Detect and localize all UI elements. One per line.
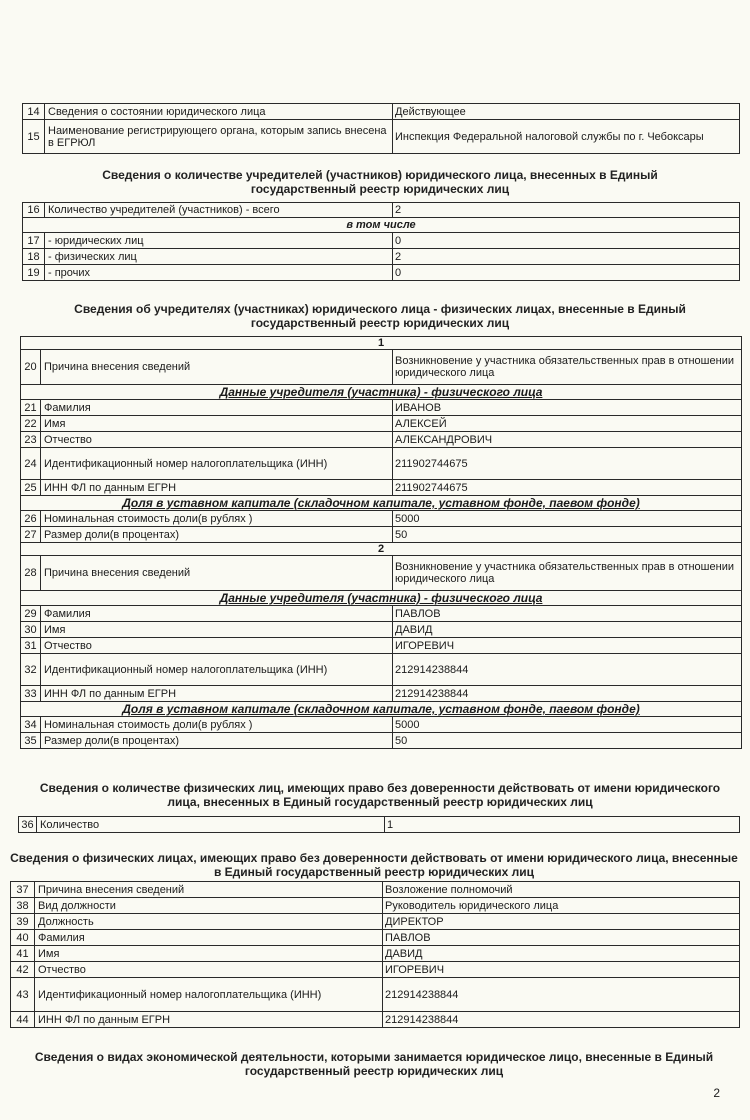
table-row: [21, 654, 742, 686]
row-value: АЛЕКСАНДРОВИЧ: [393, 432, 742, 448]
table-row: [21, 717, 742, 733]
table-row: [21, 702, 742, 717]
row-label: Размер доли(в процентах): [41, 527, 393, 543]
row-value: 211902744675: [393, 480, 742, 496]
table-row: [23, 218, 740, 233]
row-value: Возникновение у участника обязательственных прав в отношении юридического лица: [393, 556, 742, 591]
row-number: 18: [23, 249, 45, 265]
table-row: [21, 622, 742, 638]
table-row: [21, 400, 742, 416]
table-row: [21, 337, 742, 350]
row-label: Фамилия: [41, 606, 393, 622]
table-row: [21, 496, 742, 511]
row-value: 1: [385, 817, 740, 833]
table-row: [23, 233, 740, 249]
founders-heading: Сведения об учредителях (участниках) юридического лица - физических лицах, внесенные в Единый государственный реестр юридических лиц: [74, 302, 686, 330]
row-number: 22: [21, 416, 41, 432]
row-label: Количество: [37, 817, 385, 833]
table-row: [23, 249, 740, 265]
row-value: АЛЕКСЕЙ: [393, 416, 742, 432]
row-number: 41: [11, 946, 35, 962]
row-value: ДАВИД: [393, 622, 742, 638]
row-number: 16: [23, 203, 45, 218]
table-row: [21, 527, 742, 543]
row-label: ИНН ФЛ по данным ЕГРН: [41, 686, 393, 702]
founder-index: 2: [21, 543, 742, 556]
table-row: [21, 432, 742, 448]
row-number: 27: [21, 527, 41, 543]
row-number: 38: [11, 898, 35, 914]
row-number: 15: [23, 120, 45, 154]
row-number: 43: [11, 978, 35, 1012]
row-number: 25: [21, 480, 41, 496]
row-label: Фамилия: [41, 400, 393, 416]
row-label: ИНН ФЛ по данным ЕГРН: [41, 480, 393, 496]
row-number: 36: [19, 817, 37, 833]
row-value: ДИРЕКТОР: [383, 914, 740, 930]
row-label: Номинальная стоимость доли(в рублях ): [41, 511, 393, 527]
page-number: 2: [713, 1086, 720, 1100]
row-number: 30: [21, 622, 41, 638]
persons-count-heading: Сведения о количестве физических лиц, имеющих право без доверенности действовать от имени юридического лица, внесенных в Единый государственный реестр юридических лиц: [39, 781, 721, 809]
table-row: [11, 946, 740, 962]
share-heading: Доля в уставном капитале (складочном капитале, уставном фонде, паевом фонде): [21, 496, 742, 511]
row-number: 39: [11, 914, 35, 930]
founder-data-heading: Данные учредителя (участника) - физического лица: [21, 385, 742, 400]
table-row: [21, 591, 742, 606]
row-value: 50: [393, 527, 742, 543]
row-value: Действующее: [393, 104, 740, 120]
row-label: Причина внесения сведений: [41, 350, 393, 385]
row-value: ПАВЛОВ: [393, 606, 742, 622]
table-row: [11, 882, 740, 898]
persons-count-table: [18, 816, 740, 833]
row-number: 31: [21, 638, 41, 654]
row-number: 24: [21, 448, 41, 480]
row-label: - юридических лиц: [45, 233, 393, 249]
row-value: ИВАНОВ: [393, 400, 742, 416]
table-row: [11, 962, 740, 978]
row-number: 14: [23, 104, 45, 120]
row-label: - физических лиц: [45, 249, 393, 265]
row-number: 21: [21, 400, 41, 416]
persons-heading: Сведения о физических лицах, имеющих право без доверенности действовать от имени юридического лица, внесенные в Единый государственный реестр юридических лиц: [10, 851, 738, 879]
row-value: 50: [393, 733, 742, 749]
founder-data-heading: Данные учредителя (участника) - физического лица: [21, 591, 742, 606]
row-number: 37: [11, 882, 35, 898]
table-row: [21, 511, 742, 527]
row-value: Возложение полномочий: [383, 882, 740, 898]
row-label: Наименование регистрирующего органа, которым запись внесена в ЕГРЮЛ: [45, 120, 393, 154]
table-row: [11, 914, 740, 930]
table-row: [21, 606, 742, 622]
table-row: [11, 978, 740, 1012]
row-value: 5000: [393, 511, 742, 527]
row-value: ДАВИД: [383, 946, 740, 962]
row-label: Идентификационный номер налогоплательщика (ИНН): [35, 978, 383, 1012]
row-number: 42: [11, 962, 35, 978]
row-label: Причина внесения сведений: [35, 882, 383, 898]
row-number: 19: [23, 265, 45, 281]
row-value: 211902744675: [393, 448, 742, 480]
row-label: ИНН ФЛ по данным ЕГРН: [35, 1012, 383, 1028]
row-value: Возникновение у участника обязательственных прав в отношении юридического лица: [393, 350, 742, 385]
persons-table: [10, 881, 740, 1028]
table-row: [21, 416, 742, 432]
row-number: 34: [21, 717, 41, 733]
row-label: Идентификационный номер налогоплательщика (ИНН): [41, 654, 393, 686]
row-number: 40: [11, 930, 35, 946]
row-number: 33: [21, 686, 41, 702]
table-row: [21, 350, 742, 385]
row-value: 0: [393, 233, 740, 249]
row-value: Руководитель юридического лица: [383, 898, 740, 914]
row-label: Идентификационный номер налогоплательщика (ИНН): [41, 448, 393, 480]
row-label: Имя: [41, 416, 393, 432]
row-value: 212914238844: [383, 1012, 740, 1028]
share-heading: Доля в уставном капитале (складочном капитале, уставном фонде, паевом фонде): [21, 702, 742, 717]
row-value: ПАВЛОВ: [383, 930, 740, 946]
row-number: 28: [21, 556, 41, 591]
status-table: [22, 103, 740, 154]
table-row: [11, 898, 740, 914]
table-row: [11, 930, 740, 946]
row-label: Отчество: [35, 962, 383, 978]
table-row: [21, 480, 742, 496]
row-label: Номинальная стоимость доли(в рублях ): [41, 717, 393, 733]
table-row: [21, 556, 742, 591]
row-value: 0: [393, 265, 740, 281]
row-label: Размер доли(в процентах): [41, 733, 393, 749]
table-row: [11, 1012, 740, 1028]
row-label: Должность: [35, 914, 383, 930]
row-number: 17: [23, 233, 45, 249]
table-row: [19, 817, 740, 833]
row-number: 44: [11, 1012, 35, 1028]
row-label: Имя: [41, 622, 393, 638]
row-number: 35: [21, 733, 41, 749]
row-label: Причина внесения сведений: [41, 556, 393, 591]
row-number: 29: [21, 606, 41, 622]
table-row: [21, 686, 742, 702]
founder-index: 1: [21, 337, 742, 350]
row-number: 23: [21, 432, 41, 448]
founders-count-table: [22, 202, 740, 281]
including-label: в том числе: [23, 218, 740, 233]
activity-heading: Сведения о видах экономической деятельности, которыми занимается юридическое лицо, внесенные в Единый государственный реестр юридических лиц: [34, 1050, 714, 1078]
row-value: 2: [393, 203, 740, 218]
row-value: 212914238844: [393, 654, 742, 686]
table-row: [21, 638, 742, 654]
row-value: 212914238844: [393, 686, 742, 702]
table-row: [21, 543, 742, 556]
row-label: Сведения о состоянии юридического лица: [45, 104, 393, 120]
row-value: 212914238844: [383, 978, 740, 1012]
table-row: [23, 120, 740, 154]
row-label: Вид должности: [35, 898, 383, 914]
row-value: Инспекция Федеральной налоговой службы по г. Чебоксары: [393, 120, 740, 154]
row-label: Имя: [35, 946, 383, 962]
row-label: Фамилия: [35, 930, 383, 946]
table-row: [23, 104, 740, 120]
row-label: Отчество: [41, 432, 393, 448]
table-row: [23, 265, 740, 281]
row-value: ИГОРЕВИЧ: [383, 962, 740, 978]
table-row: [21, 385, 742, 400]
table-row: [21, 733, 742, 749]
row-label: Отчество: [41, 638, 393, 654]
row-number: 26: [21, 511, 41, 527]
row-label: Количество учредителей (участников) - всего: [45, 203, 393, 218]
row-value: ИГОРЕВИЧ: [393, 638, 742, 654]
row-value: 2: [393, 249, 740, 265]
table-row: [21, 448, 742, 480]
row-number: 20: [21, 350, 41, 385]
table-row: [23, 203, 740, 218]
founders-count-heading: Сведения о количестве учредителей (участников) юридического лица, внесенных в Единый государственный реестр юридических лиц: [102, 168, 658, 196]
founders-table: [20, 336, 742, 749]
row-value: 5000: [393, 717, 742, 733]
row-label: - прочих: [45, 265, 393, 281]
row-number: 32: [21, 654, 41, 686]
